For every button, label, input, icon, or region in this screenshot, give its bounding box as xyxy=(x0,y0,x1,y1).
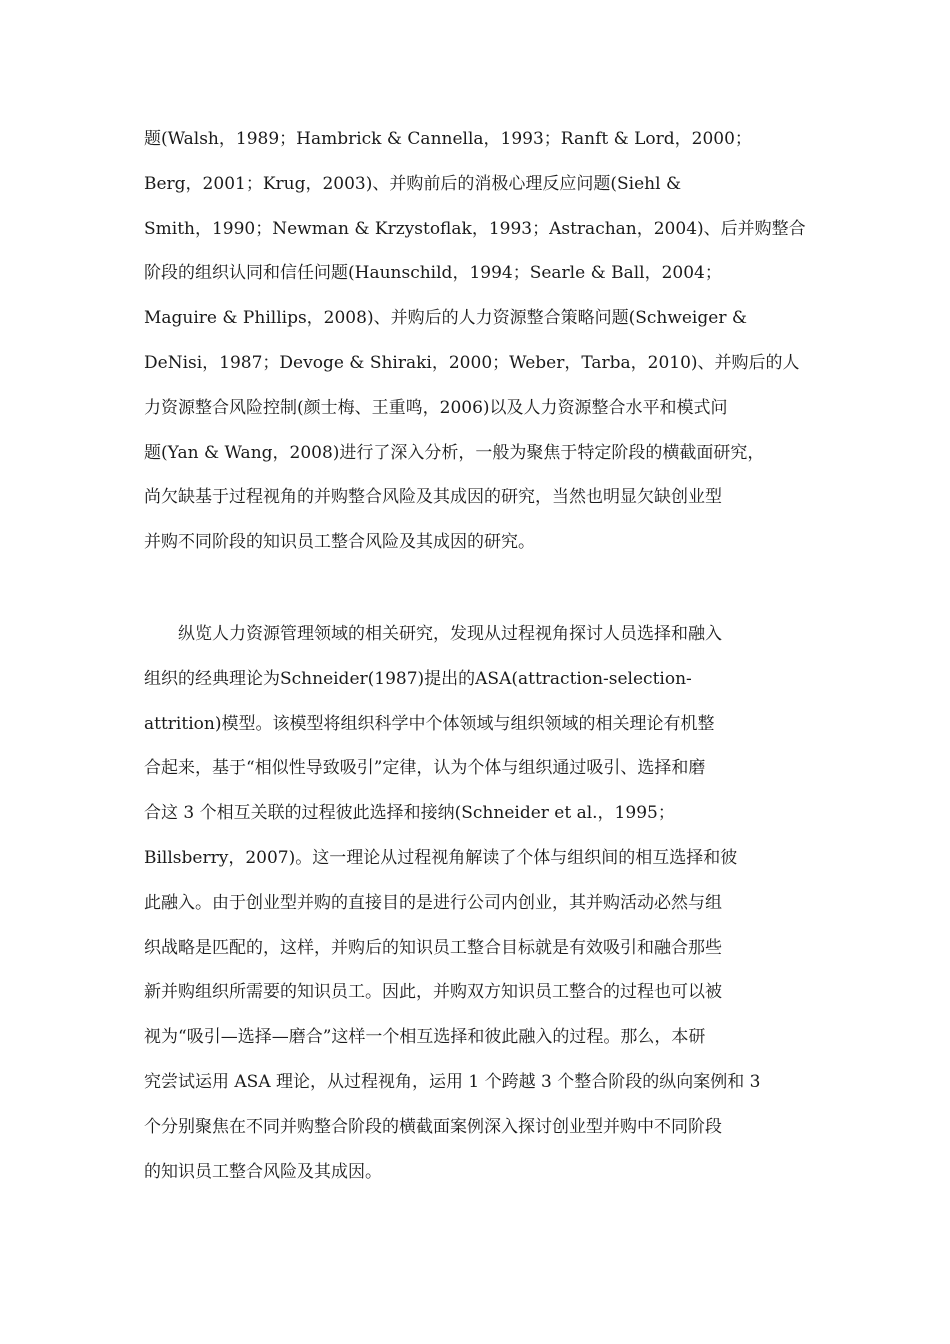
text-line: 组织的经典理论为Schneider(1987)提出的ASA(attraction-selection- xyxy=(144,668,692,689)
paragraph-asa-theory xyxy=(144,619,814,1201)
text-line: 阶段的组织认同和信任问题(Haunschild，1994；Searle & Ball，2004； xyxy=(144,263,722,284)
text-line-indented: 纵览人力资源管理领域的相关研究，发现从过程视角探讨人员选择和融入 xyxy=(178,624,722,644)
text-line: 新并购组织所需要的知识员工。因此，并购双方知识员工整合的过程也可以被 xyxy=(144,982,722,1003)
paragraph-literature-review xyxy=(144,124,814,572)
text-line: 合起来，基于“相似性导致吸引”定律，认为个体与组织通过吸引、选择和磨 xyxy=(144,758,706,779)
text-line: 的知识员工整合风险及其成因。 xyxy=(144,1161,382,1182)
text-line: 个分别聚焦在不同并购整合阶段的横截面案例深入探讨创业型并购中不同阶段 xyxy=(144,1116,722,1137)
text-line: Maguire & Phillips，2008)、并购后的人力资源整合策略问题(Schweiger & xyxy=(144,308,747,329)
text-line: 力资源整合风险控制(颜士梅、王重鸣，2006)以及人力资源整合水平和模式问 xyxy=(144,397,728,418)
text-line: Berg，2001；Krug，2003)、并购前后的消极心理反应问题(Siehl & xyxy=(144,173,682,194)
text-line: Billsberry，2007)。这一理论从过程视角解读了个体与组织间的相互选择和彼 xyxy=(144,847,738,868)
text-line: 视为“吸引—选择—磨合”这样一个相互选择和彼此融入的过程。那么，本研 xyxy=(144,1027,706,1048)
text-line: attrition)模型。该模型将组织科学中个体领域与组织领域的相关理论有机整 xyxy=(144,713,715,734)
text-line: 合这 3 个相互关联的过程彼此选择和接纳(Schneider et al.，1995； xyxy=(144,803,675,824)
text-line: 题(Walsh，1989；Hambrick & Cannella，1993；Ranft & Lord，2000； xyxy=(144,129,752,149)
text-line: DeNisi，1987；Devoge & Shiraki，2000；Weber，Tarba，2010)、并购后的人 xyxy=(144,352,800,373)
text-line: 此融入。由于创业型并购的直接目的是进行公司内创业，其并购活动必然与组 xyxy=(144,892,722,913)
text-line: Smith，1990；Newman & Krzystoflak，1993；Astrachan，2004)、后并购整合 xyxy=(144,218,806,239)
text-line: 究尝试运用 ASA 理论，从过程视角，运用 1 个跨越 3 个整合阶段的纵向案例和 3 xyxy=(144,1071,761,1092)
text-line: 尚欠缺基于过程视角的并购整合风险及其成因的研究，当然也明显欠缺创业型 xyxy=(144,487,722,508)
text-line: 织战略是匹配的，这样，并购后的知识员工整合目标就是有效吸引和融合那些 xyxy=(144,937,722,958)
text-line: 题(Yan & Wang，2008)进行了深入分析，一般为聚焦于特定阶段的横截面研究， xyxy=(144,442,765,463)
text-line: 并购不同阶段的知识员工整合风险及其成因的研究。 xyxy=(144,532,535,553)
